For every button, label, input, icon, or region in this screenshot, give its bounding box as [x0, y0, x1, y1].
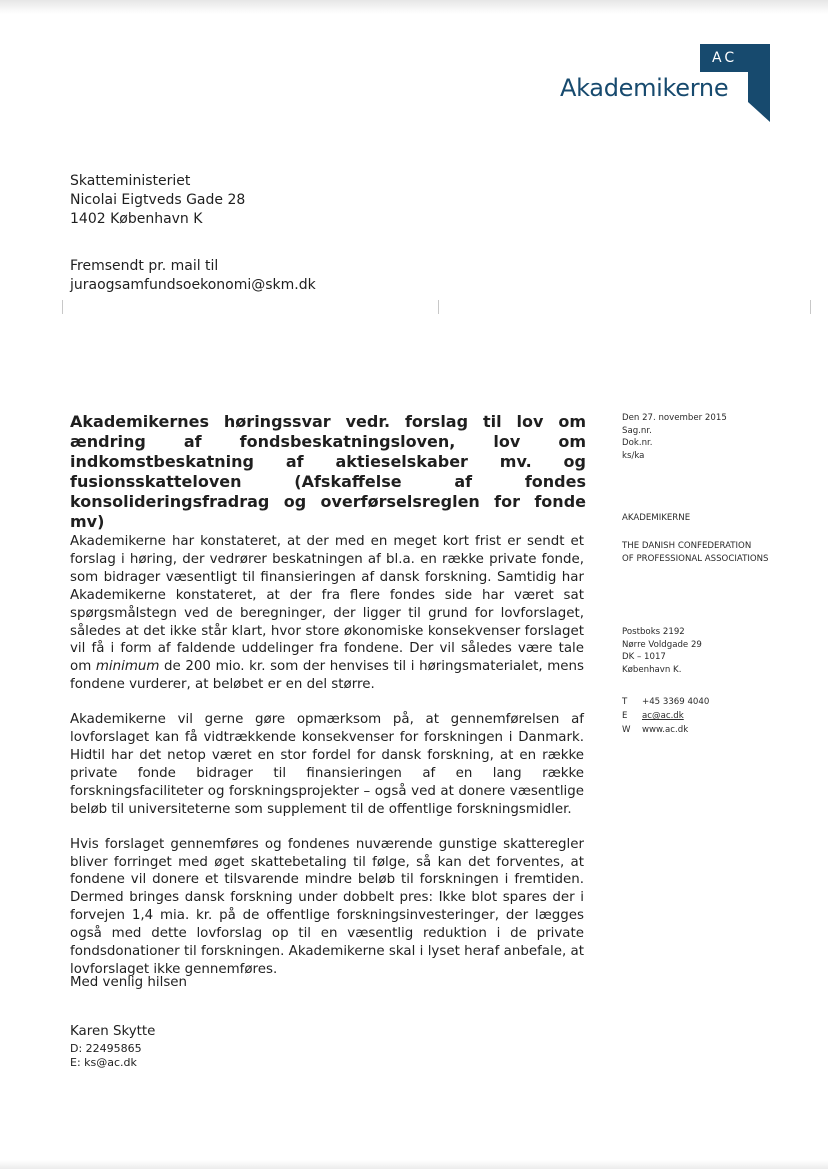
contact-web[interactable] — [622, 725, 688, 735]
contact-phone — [622, 697, 709, 707]
fold-mark — [438, 300, 439, 314]
closing: Med venlig hilsen — [70, 975, 188, 990]
signature-direct-phone: D: 22495865 — [70, 1042, 142, 1055]
case-number-label: Sag.nr. — [622, 425, 652, 436]
sent-via — [70, 257, 316, 295]
recipient-line: Nicolai Eigtveds Gade 28 — [70, 192, 246, 208]
signature-name: Karen Skytte — [70, 1024, 156, 1039]
sidebar-org: AKADEMIKERNE — [622, 513, 691, 523]
sidebar-postal-address — [622, 626, 702, 676]
body-emphasis: minimum — [95, 659, 160, 675]
scan-edge-top — [0, 0, 828, 14]
scan-edge-bottom — [0, 1160, 828, 1169]
recipient-line: Skatteministeriet — [70, 173, 191, 189]
recipient-line: 1402 København K — [70, 211, 203, 227]
recipient-address — [70, 172, 245, 229]
document-number-label: Dok.nr. — [622, 438, 653, 449]
fold-mark — [810, 300, 811, 314]
postal-line: Postboks 2192 — [622, 627, 685, 637]
postal-line: DK – 1017 — [622, 652, 666, 663]
confederation-line: OF PROFESSIONAL ASSOCIATIONS — [622, 553, 769, 564]
recipient-email: juraogsamfundsoekonomi@skm.dk — [70, 277, 316, 293]
body-text: Akademikerne har konstateret, at der med en meget kort frist er sendt et forslag i høring, der vedrører beskatningen af bl.a. en række private fonde, som bidrager væsentligt til finansieringen af dansk forskning. Samtidig har Akademikerne konstateret, at der fra flere fondes side har været sat spørgsmålstegn ved de beregninger, der ligger til grund for lovforslaget, således at det ikke står klart, hvor store økonomiske konsekvenser forslaget vil få i form af faldende uddelinger fra fondene. Der vil således være tale om — [70, 534, 584, 675]
contact-key: W — [622, 725, 631, 735]
contact-value: +45 3369 4040 — [642, 697, 710, 707]
body-paragraph: Akademikerne vil gerne gøre opmærksom på, at gennemførelsen af lovforslaget kan få vidtrækkende konsekvenser for forskningen i Danmark. Hidtil har det netop været en stor fordel for dansk forskning, at en række private fonde bidrager til finansieringen af en lang række forskningsfaciliteter og forskningsprojekter – også ved at donere væsentlige beløb til universiteterne som supplement til de offentlige forskningsmidler. — [70, 712, 584, 817]
letter-date: Den 27. november 2015 — [622, 413, 727, 423]
contact-email-link[interactable]: ac@ac.dk — [642, 711, 684, 721]
sidebar-confederation — [622, 540, 769, 565]
postal-line: København K. — [622, 664, 682, 675]
body-text: de 200 mio. kr. som der henvises til i høringsmaterialet, mens fondene vurderer, at beløbet er en del større. — [70, 659, 584, 693]
contact-key: T — [622, 697, 628, 707]
body-paragraph — [70, 533, 584, 694]
logo-badge: AC — [712, 50, 738, 66]
confederation-line: THE DANISH CONFEDERATION — [622, 541, 752, 551]
letter-body — [70, 533, 584, 996]
body-paragraph: Hvis forslaget gennemføres og fondenes nuværende gunstige skatteregler bliver forringet med øget skattebetaling til følge, så kan det forventes, at fondene vil donere et tilsvarende mindre beløb til forskningen i fremtiden. Dermed bringes dansk forskning under dobbelt pres: Ikke blot spares der i forvejen 1,4 mia. kr. på de offentlige forskningsinvesteringer, der lægges også med dette lovforslag op til en væsentlig reduktion i de private fondsdonationer til forskningen. Akademikerne skal i lyset heraf anbefale, at lovforslaget ikke gennemføres. — [70, 836, 584, 977]
postal-line: Nørre Voldgade 29 — [622, 639, 702, 650]
sidebar-meta — [622, 412, 727, 462]
logo-wordmark: Akademikerne — [560, 74, 729, 102]
sent-via-label: Fremsendt pr. mail til — [70, 258, 219, 274]
contact-email[interactable] — [622, 711, 684, 721]
contact-web-link[interactable]: www.ac.dk — [642, 725, 689, 735]
initials: ks/ka — [622, 450, 645, 461]
signature-email: E: ks@ac.dk — [70, 1056, 137, 1069]
contact-key: E — [622, 711, 628, 721]
fold-mark — [62, 300, 63, 314]
letter-title: Akademikernes høringssvar vedr. forslag til lov om ændring af fondsbeskatningsloven, lov om indkomstbeskatning af aktieselskaber mv. og fusionsskatteloven (Afskaffelse af fondes konsolideringsfradrag og overførselsreglen for fonde mv) — [70, 412, 586, 531]
